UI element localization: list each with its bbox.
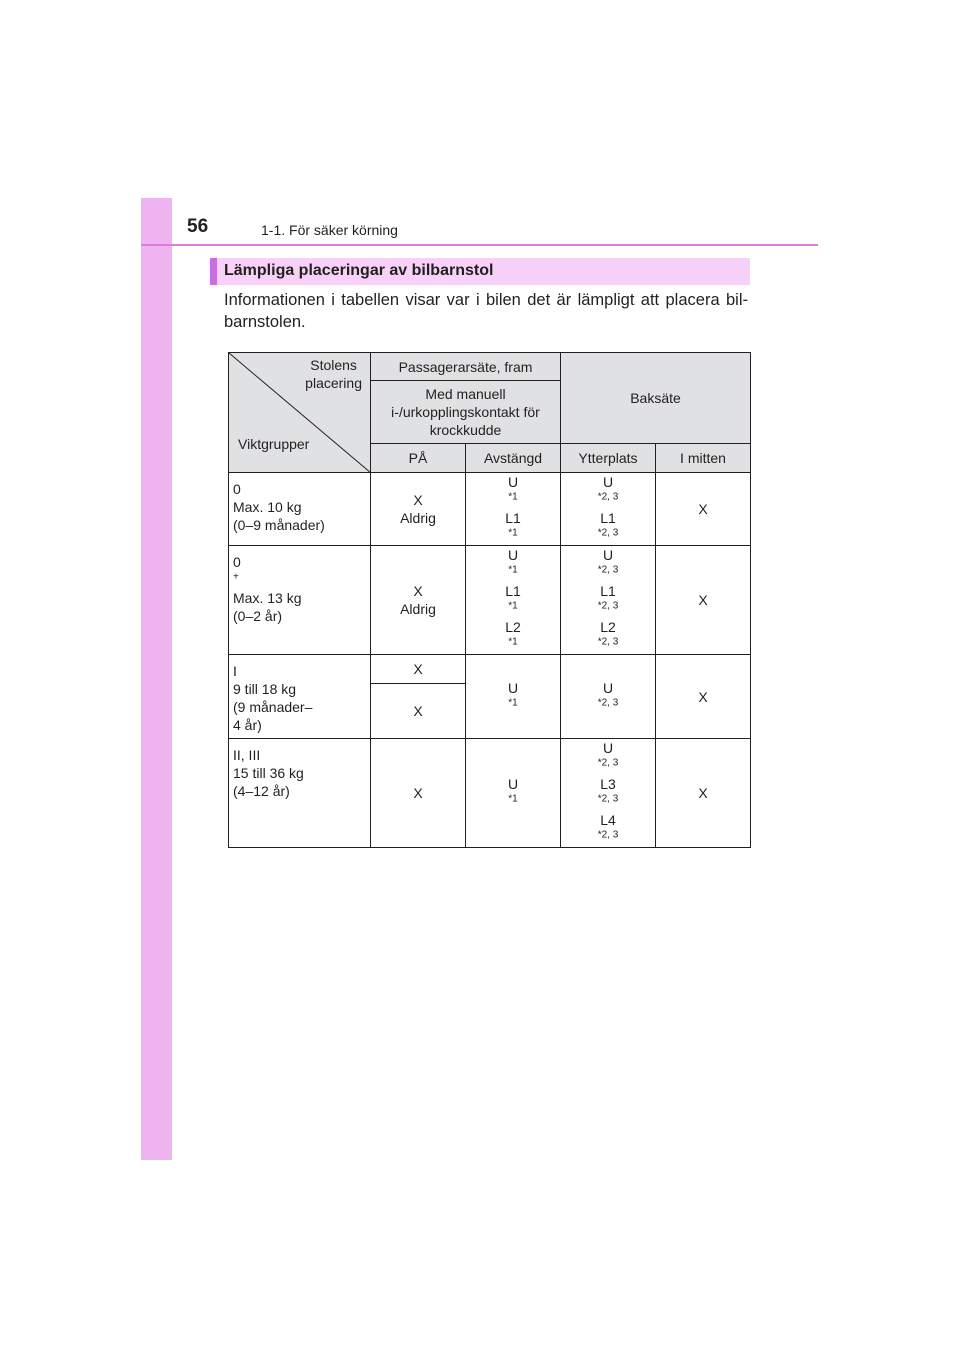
ytterplats-cell: U $^{*2, 3}$ L1 $^{*2, 3}$ <box>561 473 656 546</box>
corner-top-right-label: Stolens placering <box>305 357 362 391</box>
heading-marker <box>210 258 217 285</box>
pink-sidebar-strip <box>141 198 172 1160</box>
col-header-ytterplats: Ytterplats <box>561 444 656 473</box>
avstangd-cell: U $^{*1}$ <box>466 655 561 739</box>
col-header-i-mitten: I mitten <box>656 444 751 473</box>
weight-group-cell: I 9 till 18 kg (9 månader– 4 år) <box>229 655 371 739</box>
intro-paragraph: Informationen i tabellen visar var i bilen det är lämpligt att placera bil-barnstolen. <box>224 291 748 331</box>
table-row <box>229 655 751 684</box>
table-row <box>229 739 751 848</box>
ytterplats-cell: U $^{*2, 3}$ <box>561 655 656 739</box>
i-mitten-cell: X <box>656 473 751 546</box>
col-header-avstangd: Avstängd <box>466 444 561 473</box>
pa-cell: X <box>371 739 466 848</box>
i-mitten-cell: X <box>656 546 751 655</box>
corner-header-cell <box>229 353 371 473</box>
pa-cell: X <box>371 683 466 738</box>
i-mitten-cell: X <box>656 655 751 739</box>
ytterplats-cell: U $^{*2, 3}$ L3 $^{*2, 3}$ L4 $^{*2, 3}$ <box>561 739 656 848</box>
child-seat-placement-table <box>228 352 751 848</box>
header-rule <box>141 244 818 246</box>
avstangd-cell: U $^{*1}$ <box>466 739 561 848</box>
section-heading <box>210 258 750 285</box>
weight-group-cell: II, III 15 till 36 kg (4–12 år) <box>229 739 371 848</box>
table-row <box>229 546 751 655</box>
avstangd-cell: U $^{*1}$ L1 $^{*1}$ L2 $^{*1}$ <box>466 546 561 655</box>
section-title: 1-1. För säker körning <box>261 222 398 238</box>
pa-cell: X <box>371 655 466 684</box>
corner-bottom-left-label: Viktgrupper <box>238 436 310 452</box>
weight-group-cell: 0 + Max. 13 kg (0–2 år) <box>229 546 371 655</box>
i-mitten-cell: X <box>656 739 751 848</box>
avstangd-cell: U $^{*1}$ L1 $^{*1}$ <box>466 473 561 546</box>
table-row <box>229 473 751 546</box>
pa-cell: X Aldrig <box>371 546 466 655</box>
front-seat-header: Passagerarsäte, fram <box>371 353 561 381</box>
heading-text: Lämpliga placeringar av bilbarnstol <box>224 262 494 279</box>
col-header-pa: PÅ <box>371 444 466 473</box>
ytterplats-cell: U $^{*2, 3}$ L1 $^{*2, 3}$ L2 $^{*2, 3}$ <box>561 546 656 655</box>
pa-cell: X Aldrig <box>371 473 466 546</box>
page-number: 56 <box>187 216 209 237</box>
front-seat-subheader: Med manuell i-/urkopplingskontakt för krockkudde <box>371 381 561 444</box>
rear-seat-header: Baksäte <box>561 353 751 444</box>
weight-group-cell: 0 Max. 10 kg (0–9 månader) <box>229 473 371 546</box>
